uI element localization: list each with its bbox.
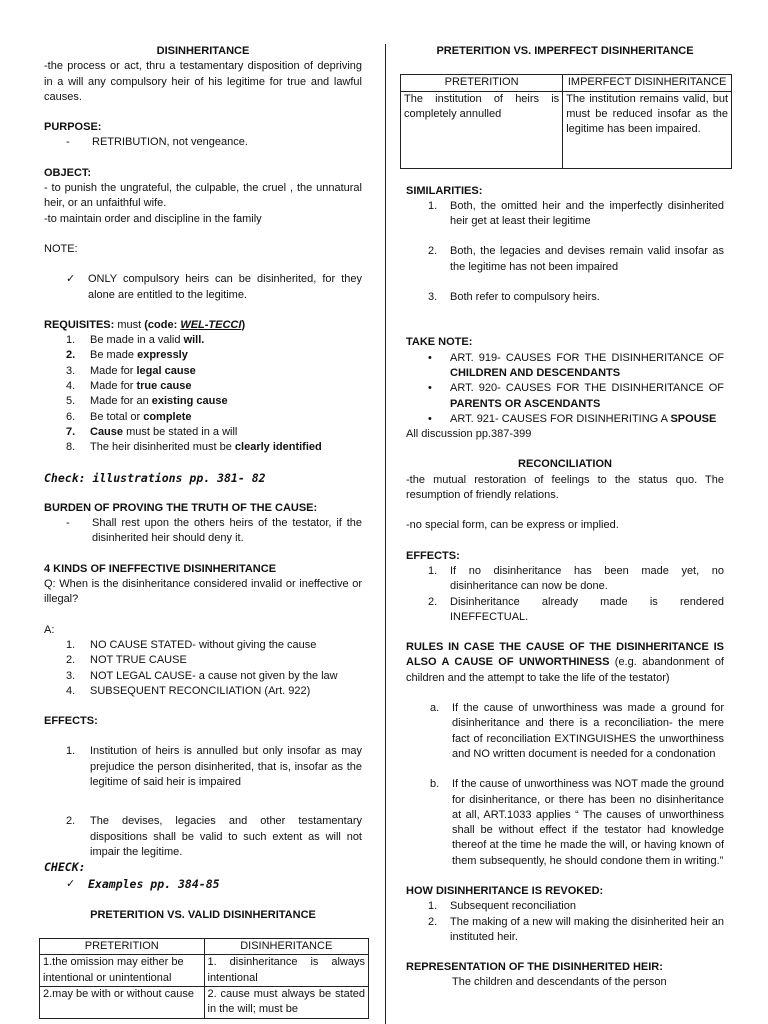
list-item: • ART. 919- CAUSES FOR THE DISINHERITANCE OF CHILDREN AND DESCENDANTS: [428, 351, 724, 379]
list-item: 1. If no disinheritance has been made yet, no disinheritance can now be done.: [428, 564, 724, 593]
doc-title: DISINHERITANCE: [156, 45, 250, 57]
table-cell: The institution remains valid, but must be reduced insofar as the legitime has been impaired.: [563, 91, 732, 168]
discussion-ref: All discussion pp.387-399: [406, 428, 532, 441]
table-cell: 2.may be with or without cause: [40, 986, 205, 1018]
list-item: 2. Be made expressly: [66, 349, 188, 362]
list-item: 1. Subsequent reconciliation: [428, 900, 576, 913]
table-row: [401, 91, 732, 168]
object-heading: OBJECT:: [44, 166, 92, 179]
list-item: 3. NOT LEGAL CAUSE- a cause not given by the law: [66, 669, 338, 682]
kinds-answer-label: A:: [44, 623, 55, 636]
takenote-heading: TAKE NOTE:: [406, 336, 473, 349]
list-item: 5. Made for an existing cause: [66, 395, 228, 408]
takenote-list: [406, 351, 724, 427]
burden-heading: BURDEN OF PROVING THE TRUTH OF THE CAUSE:: [44, 501, 318, 514]
list-item: 4. SUBSEQUENT RECONCILIATION (Art. 922): [66, 684, 311, 697]
rules-list: [406, 701, 724, 869]
note-item: ✓ ONLY compulsory heirs can be disinherited, for they alone are entitled to the legitime.: [44, 272, 362, 303]
requisites-heading: REQUISITES: must (code: WEL-TECCI): [44, 318, 246, 331]
table-header: PRETERITION: [401, 75, 563, 91]
list-item: • ART. 920- CAUSES FOR THE DISINHERITANCE OF PARENTS OR ASCENDANTS: [428, 382, 724, 410]
list-item: 1. Both, the omitted heir and the imperfectly disinherited heir get at least their legitime: [428, 199, 724, 228]
pvi-table: [400, 74, 732, 168]
effects-heading: EFFECTS:: [44, 715, 98, 728]
list-item: • ART. 921- CAUSES FOR DISINHERITING A SPOUSE: [428, 412, 717, 425]
burden-item: - Shall rest upon the others heirs of the testator, if the disinherited heir should deny it.: [44, 516, 362, 547]
purpose-heading: PURPOSE:: [44, 121, 102, 134]
list-item: 2. NOT TRUE CAUSE: [66, 654, 187, 667]
table-cell: 1.the omission may either be intentional or unintentional: [40, 955, 205, 987]
kinds-heading: 4 KINDS OF INEFFECTIVE DISINHERITANCE: [44, 562, 277, 575]
check-heading: CHECK:: [44, 860, 86, 875]
table-header: DISINHERITANCE: [204, 939, 369, 955]
representation-text: The children and descendants of the person: [452, 976, 667, 989]
reconciliation-form: -no special form, can be express or implied.: [406, 519, 619, 532]
list-item: 2. The devises, legacies and other testamentary dispositions shall be valid to such extent as will not impair the legitime.: [66, 815, 362, 858]
list-item: 2. The making of a new will making the disinherited heir an instituted heir.: [428, 915, 724, 943]
pvd-table: [39, 938, 369, 1018]
definition-text: -the process or act, thru a testamentary disposition of depriving in a will any compulsory heir of his legitime for true and lawful causes.: [44, 60, 362, 103]
reconciliation-definition: -the mutual restoration of feelings to the status quo. The resumption of friendly relations.: [406, 473, 724, 502]
effects-list: [406, 564, 724, 625]
representation-heading: REPRESENTATION OF THE DISINHERITED HEIR:: [406, 961, 663, 974]
list-item: 1. Be made in a valid will.: [66, 334, 205, 347]
kinds-question: Q: When is the disinheritance considered invalid or ineffective or illegal?: [44, 578, 362, 606]
column-divider: [385, 44, 386, 1024]
rules-heading: RULES IN CASE THE CAUSE OF THE DISINHERITANCE IS ALSO A CAUSE OF UNWORTHINESS (e.g. abandonment of children and the attempt to take the life of the testator): [406, 641, 724, 684]
list-item: b. If the cause of unworthiness was NOT made the ground for disinheritance, or there has been no disinheritance at all, ART.1033 applies “ The causes of unworthiness shall be without effect if the testator had knowledge thereof at the time he made the will, or having known of them subsequently, he should condone them in writing.”: [430, 778, 724, 867]
note-heading: NOTE:: [44, 242, 78, 255]
list-item: 4. Made for true cause: [66, 380, 192, 393]
check-item: ✓ Examples pp. 384-85: [44, 877, 362, 892]
similarities-heading: SIMILARITIES:: [406, 184, 483, 197]
revoked-list: [406, 899, 724, 945]
table-header: PRETERITION: [40, 939, 205, 955]
pvd-title: PRETERITION VS. VALID DISINHERITANCE: [90, 908, 316, 921]
table-row: [40, 986, 369, 1018]
purpose-item: - RETRIBUTION, not vengeance.: [44, 135, 362, 150]
checkmark-icon: ✓: [66, 273, 76, 286]
revoked-heading: HOW DISINHERITANCE IS REVOKED:: [406, 884, 604, 897]
left-column: [43, 44, 365, 1019]
list-item: 3. Both refer to compulsory heirs.: [428, 291, 600, 304]
pvi-title: PRETERITION VS. IMPERFECT DISINHERITANCE: [436, 45, 694, 57]
list-item: 8. The heir disinherited must be clearly identified: [66, 441, 322, 454]
list-item: 2. Disinheritance already made is rendered INEFFECTUAL.: [428, 595, 724, 623]
reconciliation-title: RECONCILIATION: [518, 458, 612, 471]
list-item: 6. Be total or complete: [66, 410, 192, 423]
list-item: 7. Cause must be stated in a will: [66, 425, 238, 438]
kinds-list: [44, 638, 362, 699]
dash-marker: -: [66, 136, 70, 149]
right-column: [404, 44, 728, 991]
table-header: IMPERFECT DISINHERITANCE: [563, 75, 732, 91]
requisites-list: [44, 333, 362, 455]
effects-list: [44, 744, 362, 860]
table-cell: The institution of heirs is completely annulled: [401, 91, 563, 168]
checkmark-icon: ✓: [66, 878, 76, 891]
object-line: -to maintain order and discipline in the family: [44, 212, 262, 225]
list-item: 2. Both, the legacies and devises remain valid insofar as the legitime has not been impaired: [428, 245, 724, 273]
list-item: 1. Institution of heirs is annulled but only insofar as may prejudice the person disinherited, that is, insofar as the legitime of said heir is impaired: [66, 745, 362, 788]
effects-heading: EFFECTS:: [406, 549, 460, 562]
similarities-list: [406, 199, 724, 305]
list-item: 1. NO CAUSE STATED- without giving the cause: [66, 638, 317, 651]
object-line: - to punish the ungrateful, the culpable, the cruel , the unnatural heir, or an unfaithful wife.: [44, 182, 362, 210]
dash-marker: -: [66, 517, 70, 530]
table-cell: 1. disinheritance is always intentional: [204, 955, 369, 987]
list-item: a. If the cause of unworthiness was made a ground for disinheritance and there is a reconciliation- the mere fact of reconciliation EXTINGUISHES the unworthiness and NO written document is needed for a condonation: [430, 702, 724, 760]
list-item: 3. Made for legal cause: [66, 364, 196, 377]
table-cell: 2. cause must always be stated in the will; must be: [204, 986, 369, 1018]
check-illustrations-note: Check: illustrations pp. 381- 82: [44, 470, 266, 485]
table-row: [40, 955, 369, 987]
